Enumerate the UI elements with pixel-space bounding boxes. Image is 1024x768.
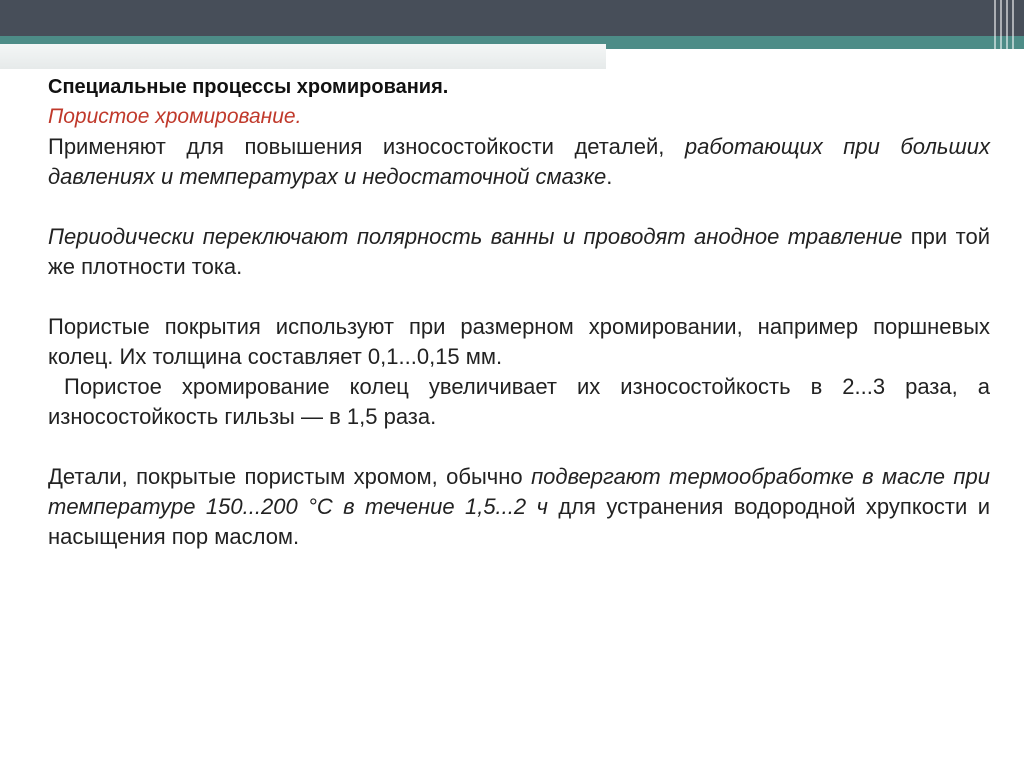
corner-decoration [990, 0, 1024, 70]
paragraph-heat-treatment [48, 462, 990, 552]
header-bar [0, 0, 1024, 36]
paragraph-end: . [606, 164, 613, 189]
paragraph-text: при той же плотности тока. [48, 224, 990, 279]
paragraph-italic: Периодически переключают полярность ванны и проводят анодное травление [48, 224, 903, 249]
paragraph-polarity [48, 222, 990, 282]
paragraph-end: для устранения водородной хрупкости и насыщения пор маслом. [48, 494, 990, 549]
paragraph-text: Применяют для повышения износостойкости деталей, [48, 134, 685, 159]
slide-content [48, 72, 990, 552]
accent-highlight [0, 44, 606, 69]
paragraph-text: Детали, покрытые пористым хромом, обычно [48, 464, 532, 489]
paragraph-application [48, 132, 990, 192]
slide-subtitle: Пористое хромирование. [48, 105, 302, 128]
paragraph-italic: подвергают термообработке в масле при температуре 150...200 °С в течение 1,5...2 ч [48, 464, 990, 519]
slide-title: Специальные процессы хромирования. [48, 76, 449, 98]
paragraph-wear-resistance: Пористое хромирование колец увеличивает их износостойкость в 2...3 раза, а износостойкость гильзы — в 1,5 раза. [48, 374, 990, 429]
paragraph-coatings: Пористые покрытия используют при размерном хромировании, например поршневых колец. Их толщина составляет 0,1...0,15 мм. [48, 314, 990, 369]
paragraph-italic: работающих при больших давлениях и температурах и недостаточной смазке [48, 134, 990, 189]
